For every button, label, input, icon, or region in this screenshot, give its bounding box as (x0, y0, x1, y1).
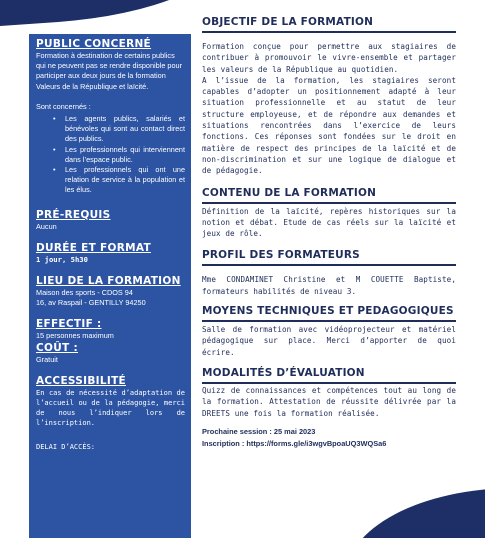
cout-text: Gratuit (36, 354, 58, 364)
profil-heading: PROFIL DES FORMATEURS (202, 249, 456, 266)
location-heading: LIEU DE LA FORMATION (36, 275, 181, 288)
decorative-swoosh-top (0, 0, 232, 30)
profil-text: Mme CONDAMINET Christine et M COUETTE Baptiste, formateurs habilités de niveau 3. (202, 275, 456, 296)
inscription-link[interactable]: Inscription : https://forms.gle/i3wgvBpoaUQ3WQSa6 (202, 439, 387, 449)
session-text: Prochaine session : 25 mai 2023 (202, 426, 316, 436)
duration-heading: DURÉE ET FORMAT (36, 241, 151, 254)
objectif-paragraph-1: Formation conçue pour permettre aux stagiaires de contribuer à promouvoir le vivre-ensemble et partager les valeurs de la République au quotidien. (202, 42, 456, 74)
moyens-heading: MOYENS TECHNIQUES ET PEDAGOGIQUES (202, 305, 456, 322)
public-heading: PUBLIC CONCERNÉ (36, 38, 152, 50)
eval-heading: MODALITÉS D’ÉVALUATION (202, 367, 456, 384)
prereq-text: Aucun (36, 221, 57, 231)
bullet-icon: • (53, 144, 56, 154)
left-info-panel (29, 34, 191, 538)
cout-heading: COÛT : (36, 341, 78, 354)
bullet-icon: • (53, 114, 56, 124)
concerned-item: • Les professionnels qui ont une relation de service à la population et les élus. (53, 165, 185, 195)
public-intro: Formation à destination de certains publics qui ne peuvent pas se rendre disponible pour participer aux deux jours de la formation Valeurs de la République et laïcité. (36, 51, 183, 91)
moyens-text: Salle de formation avec vidéoprojecteur et matériel pédagogique sur place. Merci d’apporter de quoi écrire. (202, 325, 456, 357)
right-content-column (202, 16, 456, 451)
location-line2: 16, av Raspail - GENTILLY 94250 (36, 298, 146, 308)
effectif-heading: EFFECTIF : (36, 318, 102, 331)
concerned-label: Sont concernés : (36, 101, 91, 111)
bullet-icon: • (53, 165, 56, 175)
decorative-swoosh-bottom (345, 488, 485, 538)
eval-text: Quizz de connaissances et compétences tout au long de la formation. Attestation de réussite délivrée par la DREETS une fois la formation réalisée. (202, 385, 456, 418)
contenu-heading: CONTENU DE LA FORMATION (202, 187, 456, 204)
access-text: En cas de nécessité d’adaptation de l’accueil ou de la pédagogie, merci de nous l’indiquer lors de l’inscription. (36, 388, 185, 427)
concerned-list (36, 114, 185, 196)
concerned-item: • Les agents publics, salariés et bénévoles qui sont au contact direct des publics. (53, 114, 185, 144)
objectif-heading: OBJECTIF DE LA FORMATION (202, 16, 456, 33)
objectif-paragraph-2: A l’issue de la formation, les stagiaires seront capables d’adopter un positionnement adapté à leur situation professionnelle et au statut de leur structure employeuse, et de répondre aux demandes et situations rencontrées dans l’exercice de leurs fonctions. Ces réponses sont fondées sur le droit en matière de respect des principes de la laïcité et de non-discrimination et sur une logique de dialogue et de pédagogie. (202, 75, 456, 176)
concerned-item: • Les professionnels qui interviennent dans l’espace public. (53, 144, 185, 164)
access-heading: ACCESSIBILITÉ (36, 374, 127, 387)
prereq-heading: PRÉ-REQUIS (36, 208, 111, 221)
contenu-text: Définition de la laïcité, repères historiques sur la notion et débat. Etude de cas réels sur la laïcité et jeux de rôle. (202, 206, 456, 239)
duration-text: 1 jour, 5h30 (36, 254, 88, 264)
effectif-text: 15 personnes maximum (36, 331, 114, 341)
delai-text: DELAI D’ACCÈS: (36, 442, 96, 451)
location-line1: Maison des sports - CDOS 94 (36, 288, 133, 298)
